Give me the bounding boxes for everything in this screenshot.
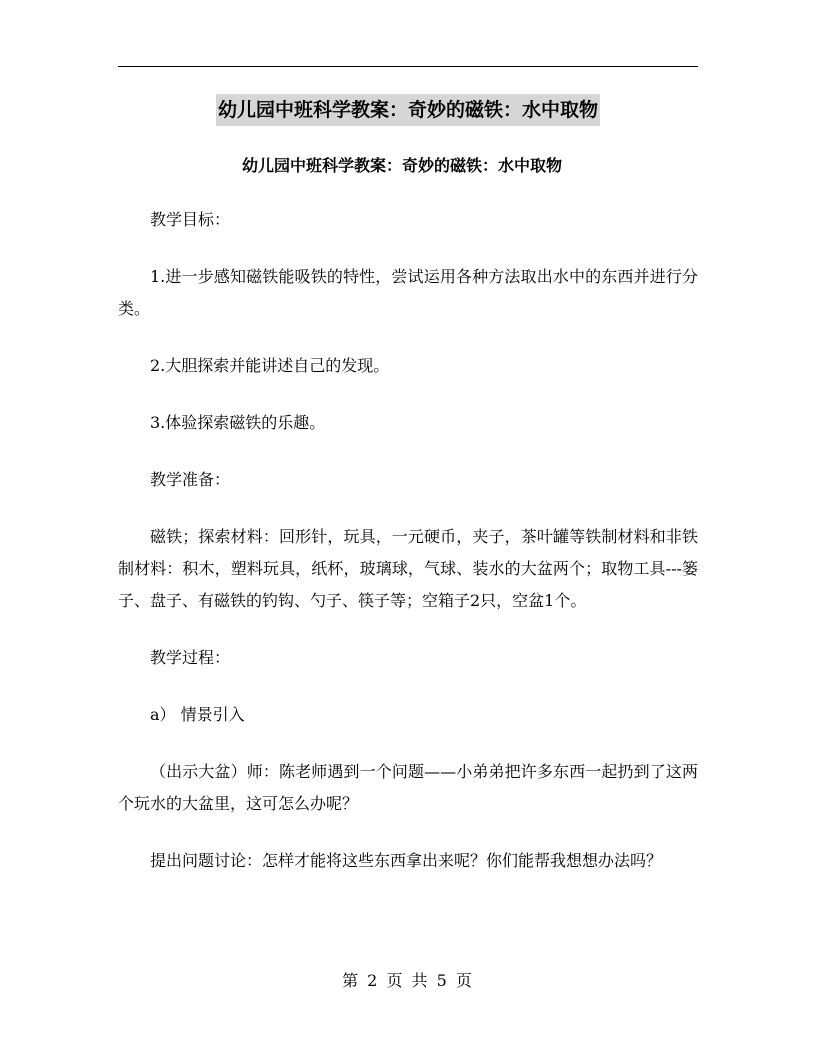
section-heading-process: 教学过程： xyxy=(150,648,231,667)
process-step-a: a） 情景引入 xyxy=(150,705,245,724)
goal-item-1: 1.进一步感知磁铁能吸铁的特性，尝试运用各种方法取出水中的东西并进行分类。 xyxy=(118,267,698,318)
header-title xyxy=(0,94,816,126)
document-subtitle: 幼儿园中班科学教案：奇妙的磁铁：水中取物 xyxy=(242,156,563,175)
section-heading-goals: 教学目标： xyxy=(150,210,231,229)
header-title-text: 幼儿园中班科学教案：奇妙的磁铁：水中取物 xyxy=(216,94,600,126)
page-footer: 第 2 页 共 5 页 xyxy=(342,971,474,990)
goal-item-2: 2.大胆探索并能讲述自己的发现。 xyxy=(150,356,390,375)
process-paragraph-1: （出示大盆）师：陈老师遇到一个问题——小弟弟把许多东西一起扔到了这两个玩水的大盆里，这可怎么办呢？ xyxy=(118,762,698,813)
section-heading-preparation: 教学准备： xyxy=(150,470,231,489)
document-body xyxy=(118,150,698,902)
process-paragraph-2: 提出问题讨论：怎样才能将这些东西拿出来呢？你们能帮我想想办法吗？ xyxy=(150,851,663,870)
preparation-paragraph: 磁铁；探索材料：回形针，玩具，一元硬币，夹子，茶叶罐等铁制材料和非铁制材料：积木，塑料玩具，纸杯，玻璃球，气球、装水的大盆两个；取物工具---篓子、盘子、有磁铁的钓钩、勺子、筷子等；空箱子2只，空盆1个。 xyxy=(118,527,698,610)
goal-item-3: 3.体验探索磁铁的乐趣。 xyxy=(150,413,326,432)
header-rule xyxy=(118,66,698,67)
